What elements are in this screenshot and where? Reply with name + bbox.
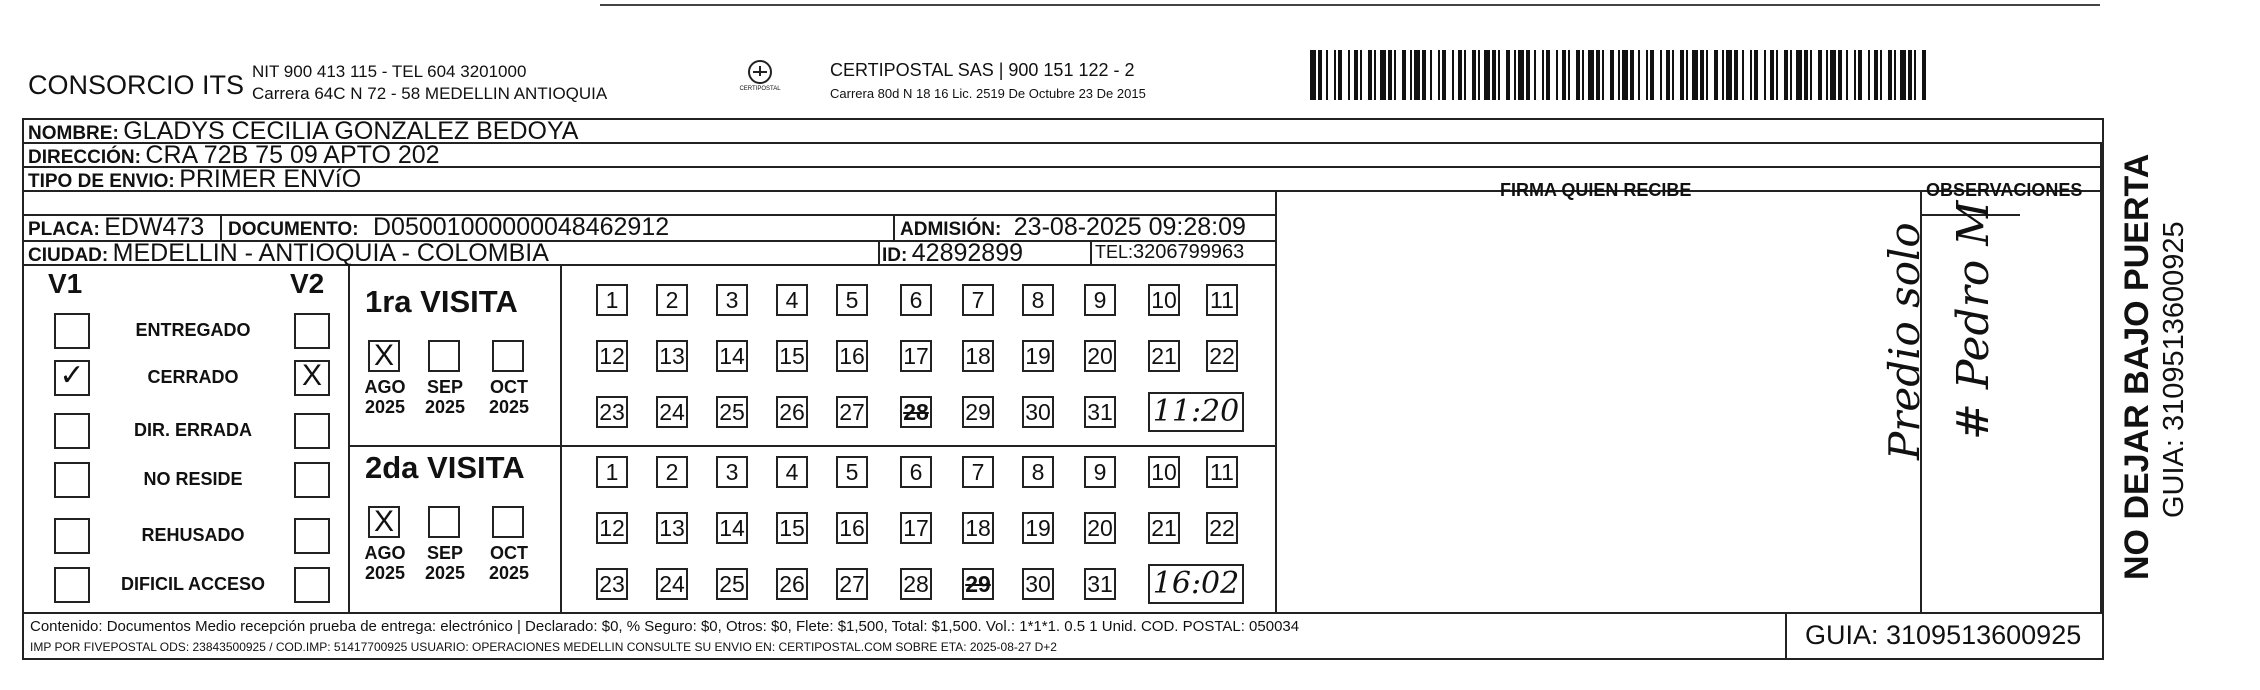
day-box[interactable]: 27 [836,568,868,600]
day-box[interactable]: 10 [1148,284,1180,316]
logo-text: CERTIPOSTAL [739,86,781,92]
day-box[interactable]: 22 [1206,512,1238,544]
barcode [1310,50,1950,102]
tel-value: 3206799963 [1133,241,1245,263]
day-box[interactable]: 22 [1206,340,1238,372]
day-box[interactable]: 15 [776,340,808,372]
certipostal-address: Carrera 80d N 18 16 Lic. 2519 De Octubre 23 De 2015 [830,86,1146,101]
ciudad-row [28,239,549,268]
day-box[interactable]: 28 [900,396,932,428]
day-box[interactable]: 23 [596,568,628,600]
day-box[interactable]: 9 [1084,456,1116,488]
first-visit-title: 1ra VISITA [365,284,518,319]
company-address: Carrera 64C N 72 - 58 MEDELLIN ANTIOQUIA [252,84,608,103]
month-label: AGO [364,377,406,397]
day-box[interactable]: 11 [1206,456,1238,488]
day-box[interactable]: 7 [962,456,994,488]
month-label: AGO [364,543,406,563]
v1-header: V1 [48,268,83,299]
day-box[interactable]: 1 [596,284,628,316]
day-box[interactable]: 3 [716,284,748,316]
documento-label: DOCUMENTO: [228,219,359,240]
day-box[interactable]: 5 [836,456,868,488]
day-box[interactable]: 3 [716,456,748,488]
month-label: SEP [426,377,464,397]
nombre-label: NOMBRE: [28,123,119,144]
placa-label: PLACA: [28,219,100,240]
status-label: ENTREGADO [135,320,251,340]
day-box[interactable]: 29 [962,568,994,600]
day-box[interactable]: 12 [596,512,628,544]
year-label: 2025 [488,563,530,583]
day-box[interactable]: 5 [836,284,868,316]
certipostal-logo [730,58,790,98]
day-box[interactable]: 27 [836,396,868,428]
ciudad-value: MEDELLIN - ANTIOQUIA - COLOMBIA [112,239,549,267]
day-box[interactable]: 17 [900,340,932,372]
month-checkbox[interactable]: X [368,340,400,372]
placa-value: EDW473 [104,213,205,241]
v2-checkbox[interactable] [294,567,330,603]
id-label: ID: [882,245,908,266]
tel-row [1095,241,1244,264]
day-box[interactable]: 8 [1022,456,1054,488]
ciudad-label: CIUDAD: [28,245,109,266]
day-box[interactable]: 14 [716,512,748,544]
tipo-value: PRIMER ENVíO [179,165,362,193]
month-checkbox[interactable] [428,506,460,538]
direccion-label: DIRECCIÓN: [28,147,141,168]
tipo-row [28,165,361,194]
day-box[interactable]: 9 [1084,284,1116,316]
day-box[interactable]: 20 [1084,340,1116,372]
v2-checkbox[interactable] [294,518,330,554]
day-box[interactable]: 19 [1022,340,1054,372]
day-box[interactable]: 1 [596,456,628,488]
v2-header: V2 [290,268,325,299]
admision-value: 23-08-2025 09:28:09 [1013,213,1246,241]
month-label: OCT [490,543,528,563]
certipostal-name: CERTIPOSTAL SAS | 900 151 122 - 2 [830,60,1135,80]
v2-checkbox[interactable] [294,313,330,349]
imp-text: IMP POR FIVEPOSTAL ODS: 23843500925 / COD.IMP: 51417700925 USUARIO: OPERACIONES MEDELLIN CONSULTE SU ENVIO EN: CERTIPOSTAL.COM SOBRE ETA: 2025-08-27 D+2 [30,640,1057,654]
admision-row [900,213,1246,242]
company-name: CONSORCIO ITS [28,70,245,100]
v2-checkbox[interactable] [294,413,330,449]
day-box[interactable]: 17 [900,512,932,544]
admision-label: ADMISIÓN: [900,219,1002,240]
day-box[interactable]: 16 [836,340,868,372]
day-box[interactable]: 10 [1148,456,1180,488]
year-label: 2025 [364,563,406,583]
v1-checkbox[interactable] [54,462,90,498]
footer-guia: GUIA: 3109513600925 [1805,620,2082,650]
observation-note-2: # Pedro M [1948,200,1999,440]
month-checkbox[interactable] [492,340,524,372]
v1-checkbox[interactable] [54,413,90,449]
day-box[interactable]: 14 [716,340,748,372]
day-box[interactable]: 25 [716,568,748,600]
observation-note-1: Predio solo [1880,222,1929,460]
status-label: NO RESIDE [143,469,243,489]
day-box[interactable]: 7 [962,284,994,316]
day-box[interactable]: 24 [656,568,688,600]
month-label: SEP [426,543,464,563]
day-box[interactable]: 26 [776,568,808,600]
day-box[interactable]: 2 [656,456,688,488]
year-label: 2025 [488,397,530,417]
status-label: CERRADO [147,367,239,387]
v1-checkbox[interactable] [54,313,90,349]
day-box[interactable]: 23 [596,396,628,428]
guia-vertical: GUIA: 3109513600925 [2158,221,2190,518]
day-box[interactable]: 29 [962,396,994,428]
day-box[interactable]: 30 [1022,568,1054,600]
day-box[interactable]: 21 [1148,512,1180,544]
day-box[interactable]: 2 [656,284,688,316]
no-dejar-notice: NO DEJAR BAJO PUERTA [2118,153,2156,580]
day-box[interactable]: 26 [776,396,808,428]
time-box[interactable]: 16:02 [1148,564,1244,604]
firma-header: FIRMA QUIEN RECIBE [1500,180,1692,200]
day-box[interactable]: 8 [1022,284,1054,316]
v2-checkbox[interactable] [294,462,330,498]
day-box[interactable]: 4 [776,456,808,488]
day-box[interactable]: 12 [596,340,628,372]
documento-value: D05001000000048462912 [373,213,670,241]
month-checkbox[interactable]: X [368,506,400,538]
year-label: 2025 [424,397,466,417]
month-checkbox[interactable] [428,340,460,372]
second-visit-title: 2da VISITA [365,450,525,485]
day-box[interactable]: 30 [1022,396,1054,428]
time-box[interactable]: 11:20 [1148,392,1244,432]
tipo-label: TIPO DE ENVIO: [28,171,175,192]
day-box[interactable]: 16 [836,512,868,544]
day-box[interactable]: 31 [1084,568,1116,600]
day-box[interactable]: 19 [1022,512,1054,544]
tel-label: TEL: [1095,242,1134,262]
day-box[interactable]: 21 [1148,340,1180,372]
documento-row [228,213,669,242]
v1-checkbox[interactable] [54,518,90,554]
status-label: DIFICIL ACCESO [120,574,265,594]
v1-checkbox[interactable] [54,567,90,603]
day-box[interactable]: 20 [1084,512,1116,544]
day-box[interactable]: 24 [656,396,688,428]
placa-row [28,213,204,242]
day-box[interactable]: 18 [962,340,994,372]
month-label: OCT [490,377,528,397]
scan-edge-line [600,4,2100,6]
id-value: 42892899 [911,239,1024,267]
observaciones-header: OBSERVACIONES [1926,180,2083,200]
status-label: DIR. ERRADA [133,420,252,440]
nombre-value: GLADYS CECILIA GONZALEZ BEDOYA [123,117,579,145]
nit-line: NIT 900 413 115 - TEL 604 3201000 [252,62,527,81]
day-box[interactable]: 31 [1084,396,1116,428]
day-box[interactable]: 4 [776,284,808,316]
day-box[interactable]: 6 [900,456,932,488]
direccion-value: CRA 72B 75 09 APTO 202 [145,141,440,169]
day-box[interactable]: 6 [900,284,932,316]
id-row [882,239,1023,268]
day-box[interactable]: 18 [962,512,994,544]
day-box[interactable]: 25 [716,396,748,428]
year-label: 2025 [364,397,406,417]
day-box[interactable]: 11 [1206,284,1238,316]
day-box[interactable]: 28 [900,568,932,600]
year-label: 2025 [424,563,466,583]
v1-checkbox[interactable]: ✓ [54,360,90,396]
contenido-text: Contenido: Documentos Medio recepción prueba de entrega: electrónico | Declarado: $0, % Seguro: $0, Otros: $0, Flete: $1,500, Total: $1,500. Vol.: 1*1*1. 0.5 1 Unid. COD. POSTAL: 050034 [30,618,1300,635]
shipping-form [22,118,2104,660]
v2-checkbox[interactable]: X [294,360,330,396]
day-box[interactable]: 15 [776,512,808,544]
month-checkbox[interactable] [492,506,524,538]
status-label: REHUSADO [141,525,245,545]
day-box[interactable]: 13 [656,340,688,372]
day-box[interactable]: 13 [656,512,688,544]
